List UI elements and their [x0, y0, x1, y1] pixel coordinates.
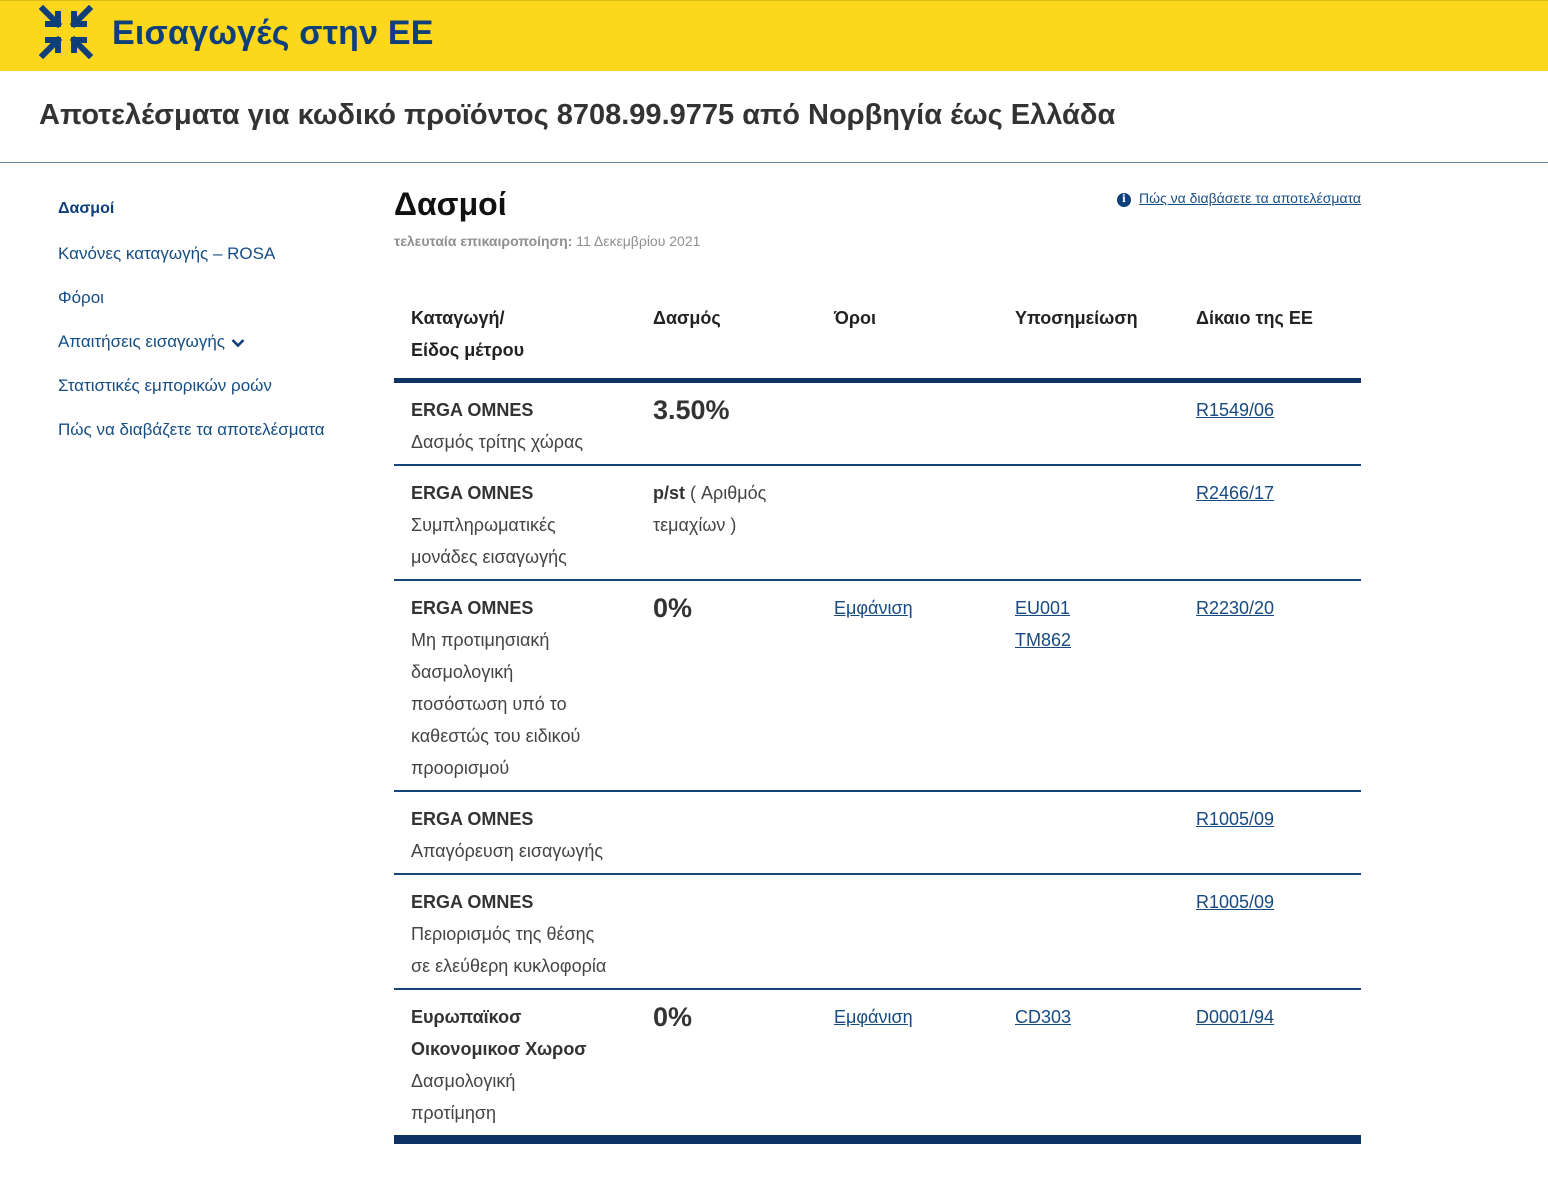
conditions-cell: [817, 791, 998, 874]
conditions-cell: [817, 874, 998, 989]
top-banner: [0, 0, 1548, 71]
sidebar-item-trade-statistics[interactable]: Στατιστικές εμπορικών ροών: [58, 376, 272, 395]
duty-cell: [636, 580, 817, 791]
origin: ERGA OMNES: [411, 400, 534, 420]
footnote-cell: [998, 465, 1179, 580]
origin: ERGA OMNES: [411, 598, 534, 618]
footnote-cell: [998, 989, 1179, 1140]
last-updated: [394, 233, 700, 249]
law-cell: [1179, 791, 1361, 874]
column-header-footnote: Υποσημείωση: [998, 290, 1179, 381]
column-header-duty: Δασμός: [636, 290, 817, 381]
table-row: [394, 381, 1361, 466]
footnote-cell: [998, 791, 1179, 874]
table-row: [394, 989, 1361, 1140]
footnote-link[interactable]: TM862: [1015, 630, 1072, 650]
duties-table: [394, 290, 1361, 1144]
law-cell: [1179, 874, 1361, 989]
footnote-cell: [998, 874, 1179, 989]
eu-law-link[interactable]: R1549/06: [1196, 400, 1275, 420]
column-header-conditions: Όροι: [817, 290, 998, 381]
conditions-show-link[interactable]: Εμφάνιση: [834, 1007, 913, 1027]
origin-cell: [394, 874, 636, 989]
table-row: [394, 791, 1361, 874]
eu-law-link[interactable]: R2230/20: [1196, 598, 1275, 618]
duty-unit-description: ( Αριθμός τεμαχίων ): [653, 483, 767, 535]
origin-cell: [394, 381, 636, 466]
origin-cell: [394, 791, 636, 874]
measure-type: Περιορισμός της θέσης σε ελεύθερη κυκλοφορία: [411, 924, 607, 976]
conditions-cell: [817, 465, 998, 580]
duty-cell: [636, 791, 817, 874]
table-row: [394, 465, 1361, 580]
eu-law-link[interactable]: R1005/09: [1196, 809, 1275, 829]
sidebar-item-taxes[interactable]: Φόροι: [58, 288, 104, 307]
results-header: [0, 71, 1548, 163]
origin: ERGA OMNES: [411, 483, 534, 503]
arrows-converge-icon[interactable]: [38, 5, 94, 59]
app-title[interactable]: Εισαγωγές στην ΕΕ: [112, 14, 434, 52]
table-row: [394, 874, 1361, 989]
law-cell: [1179, 989, 1361, 1140]
origin: ERGA OMNES: [411, 809, 534, 829]
table-row: [394, 580, 1361, 791]
sidebar-item-duties[interactable]: Δασμοί: [58, 200, 115, 217]
measure-type: Συμπληρωματικές μονάδες εισαγωγής: [411, 515, 567, 567]
measure-type: Μη προτιμησιακή δασμολογική ποσόστωση υπό το καθεστώς του ειδικού προορισμού: [411, 630, 581, 778]
duty-cell: [636, 874, 817, 989]
table-header-row: [394, 290, 1361, 381]
duty-cell: [636, 989, 817, 1140]
sidebar-item-import-requirements[interactable]: [58, 332, 245, 352]
duty-unit: [653, 483, 766, 535]
measure-type: Απαγόρευση εισαγωγής: [411, 841, 604, 861]
column-header-origin: Καταγωγή/ Είδος μέτρου: [394, 290, 636, 381]
column-header-eu-law: Δίκαιο της ΕΕ: [1179, 290, 1361, 381]
law-cell: [1179, 465, 1361, 580]
sidebar-item-label: Απαιτήσεις εισαγωγής: [58, 332, 225, 351]
chevron-down-icon[interactable]: [231, 338, 245, 348]
duty-value: 3.50%: [653, 395, 730, 425]
measure-type: Δασμολογική προτίμηση: [411, 1071, 516, 1123]
how-to-read-link-label: Πώς να διαβάσετε τα αποτελέσματα: [1138, 190, 1361, 206]
sidebar-item-rules-of-origin[interactable]: Κανόνες καταγωγής – ROSA: [58, 244, 276, 263]
conditions-cell: [817, 580, 998, 791]
duty-unit-code: p/st: [653, 483, 686, 503]
footnote-link[interactable]: CD303: [1015, 1007, 1072, 1027]
conditions-cell: [817, 381, 998, 466]
footnote-cell: [998, 381, 1179, 466]
origin: Ευρωπαϊκοσ Οικονομικοσ Χωροσ: [411, 1007, 587, 1059]
law-cell: [1179, 381, 1361, 466]
origin-cell: [394, 580, 636, 791]
origin-cell: [394, 465, 636, 580]
duty-value: 0%: [653, 593, 693, 623]
section-title: Δασμοί: [394, 186, 507, 222]
results-title: Αποτελέσματα για κωδικό προϊόντος 8708.99.9775 από Νορβηγία έως Ελλάδα: [39, 99, 1116, 131]
last-updated-label: τελευταία επικαιροποίηση:: [394, 233, 573, 249]
law-cell: [1179, 580, 1361, 791]
origin: ERGA OMNES: [411, 892, 534, 912]
sidebar-item-how-to-read[interactable]: Πώς να διαβάζετε τα αποτελέσματα: [58, 420, 325, 439]
conditions-show-link[interactable]: Εμφάνιση: [834, 598, 913, 618]
how-to-read-link[interactable]: [1117, 190, 1361, 207]
eu-law-link[interactable]: R1005/09: [1196, 892, 1275, 912]
duty-cell: [636, 465, 817, 580]
last-updated-value: 11 Δεκεμβρίου 2021: [576, 233, 701, 249]
conditions-cell: [817, 989, 998, 1140]
eu-law-link[interactable]: D0001/94: [1196, 1007, 1275, 1027]
footnote-link[interactable]: EU001: [1015, 598, 1071, 618]
measure-type: Δασμός τρίτης χώρας: [411, 432, 584, 452]
duty-value: 0%: [653, 1002, 693, 1032]
eu-law-link[interactable]: R2466/17: [1196, 483, 1275, 503]
duty-cell: [636, 381, 817, 466]
origin-cell: [394, 989, 636, 1140]
footnote-cell: [998, 580, 1179, 791]
info-icon: i: [1117, 193, 1131, 207]
